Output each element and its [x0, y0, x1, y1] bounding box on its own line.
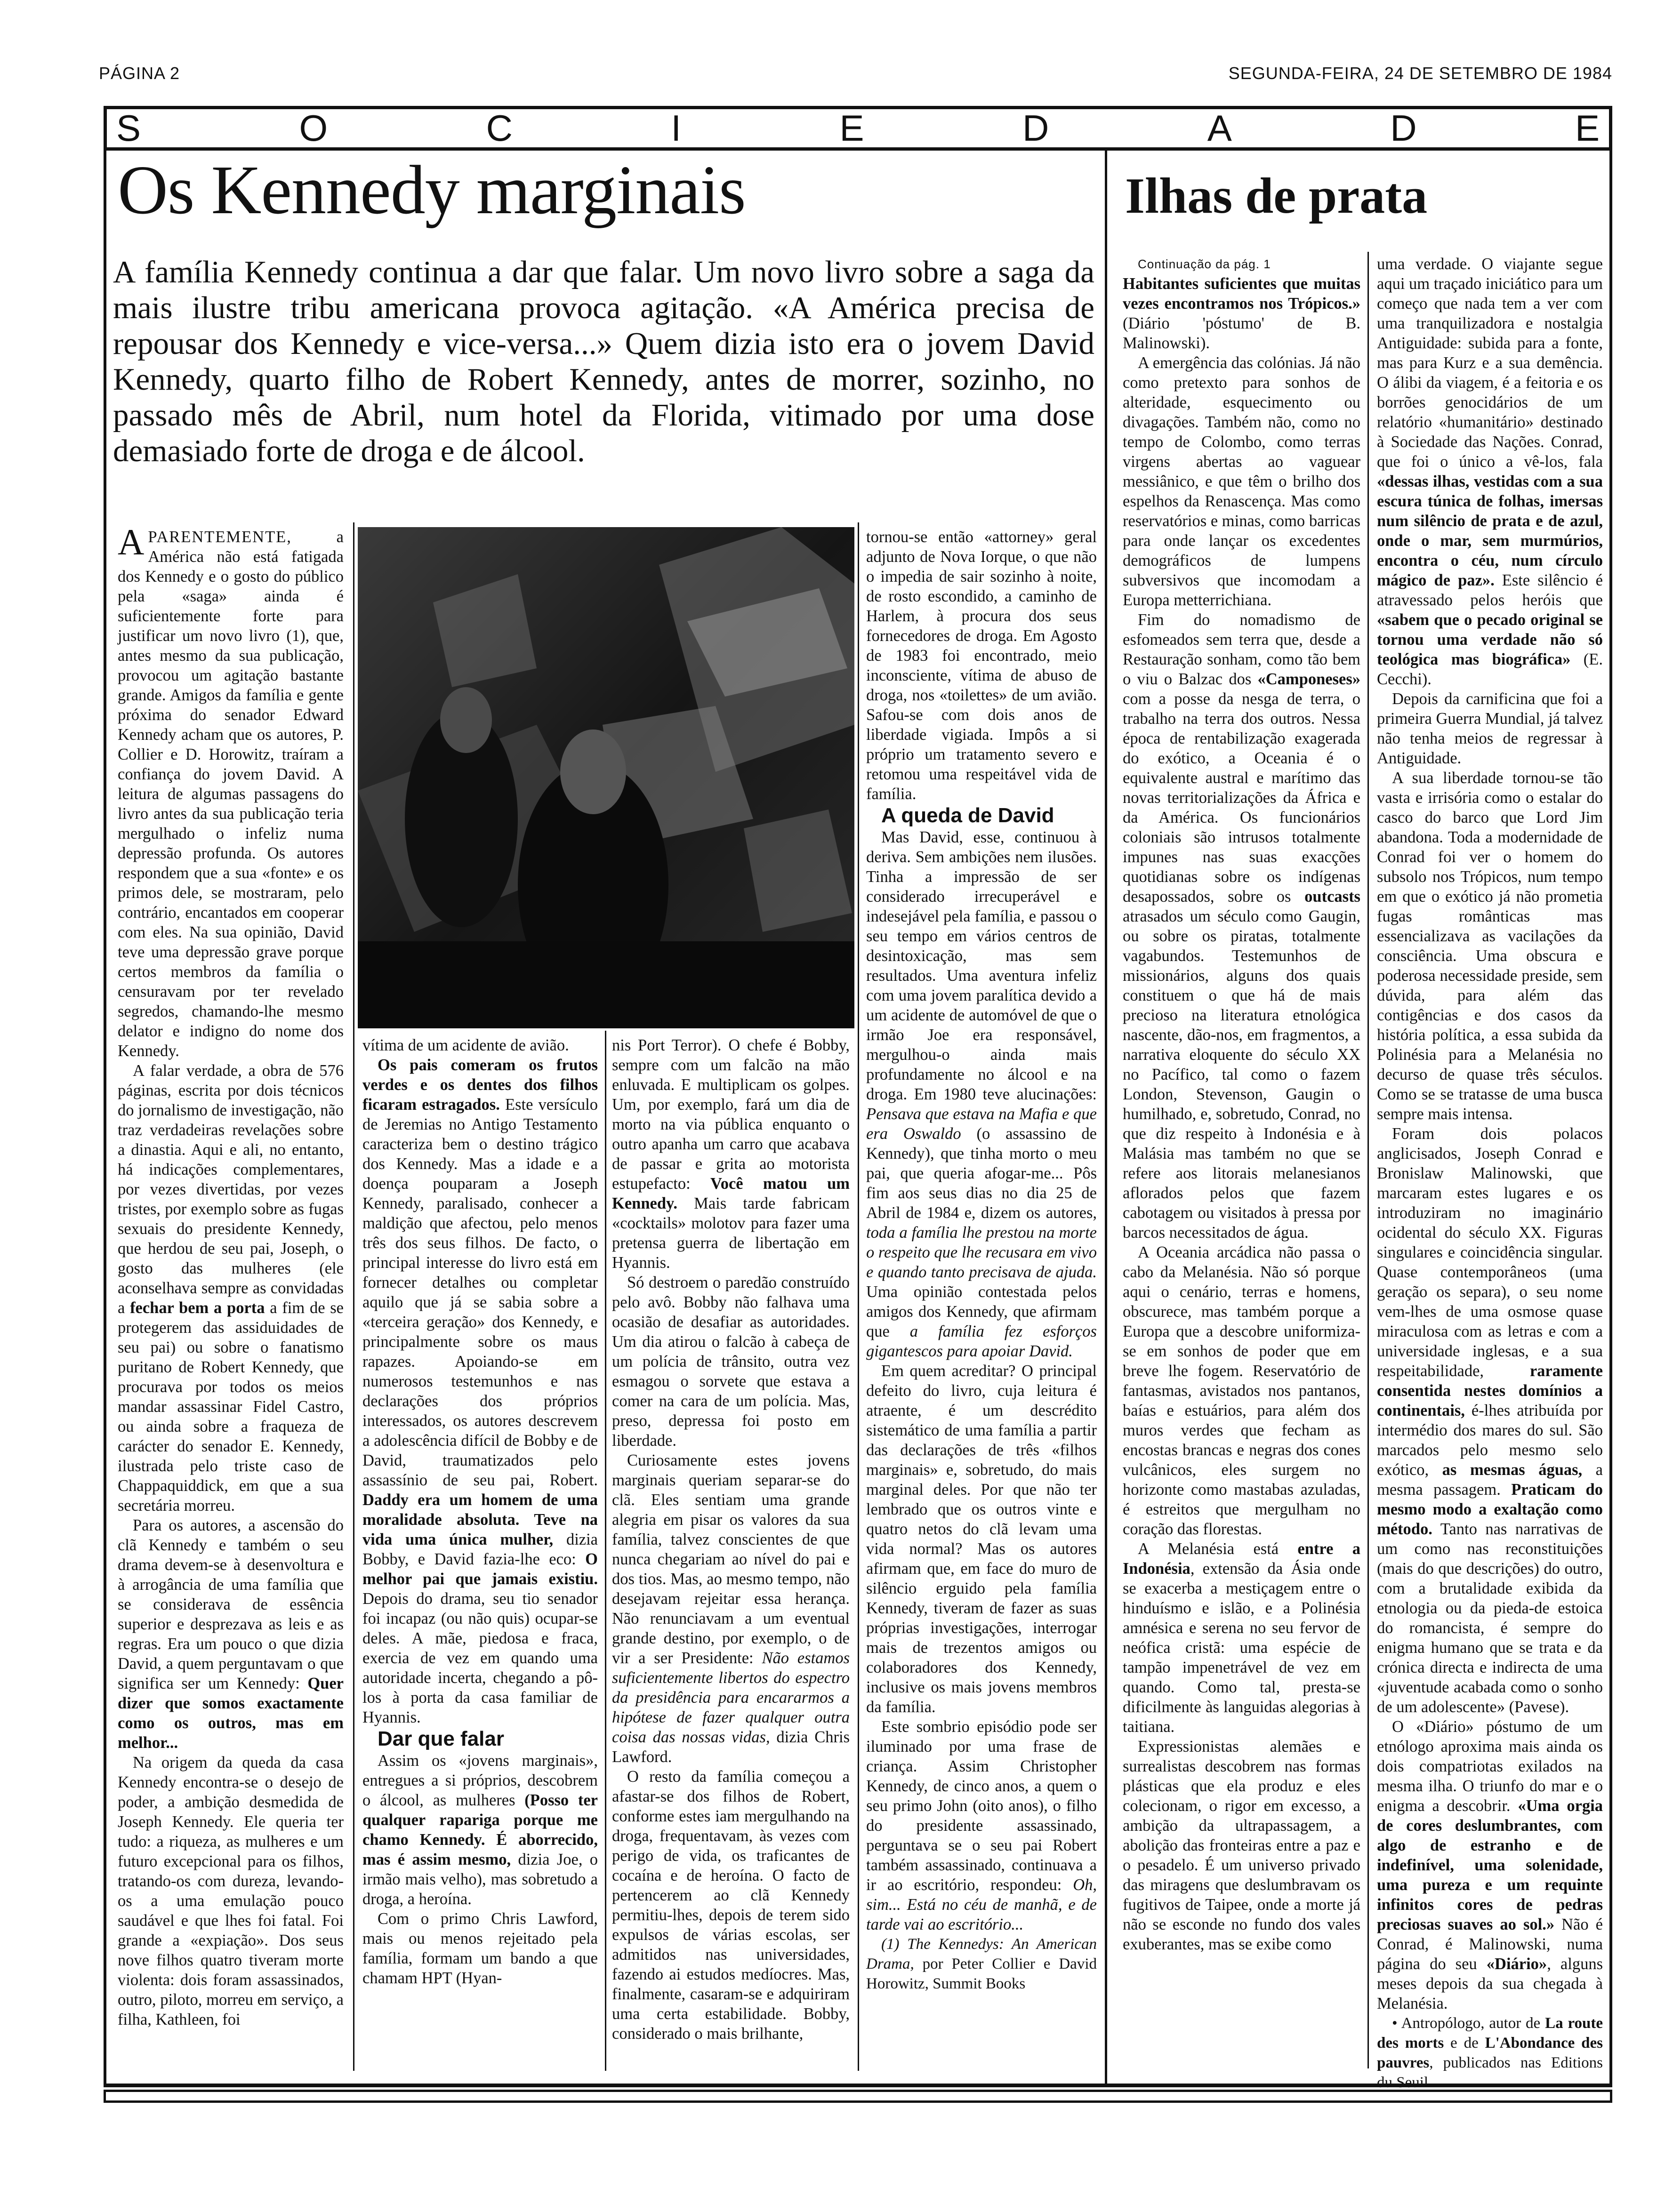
paragraph: Com o primo Chris Lawford, mais ou menos rejeitado pela família, formam um bando a que chamam HPT (Hyan-	[362, 1910, 598, 1987]
column-rule	[605, 1031, 606, 2071]
paragraph: A Oceania arcádica não passa o cabo da Melanésia. Não só porque aqui o cenário, terras e homens, obscurece, mas também porque a Europa que a descobre uniformiza-se em sonhos de poder que em breve lhe fogem. Reservatório de fantasmas, avistados nos pantanos, baías e estuários, para além dos muros verdes que fecham as encostas brancas e negras dos cones vulcânicos, eles surgem no horizonte como mastabas azuladas, é estreitos que mergulham no coração das florestas.	[1123, 1243, 1360, 1538]
continuation-label: Continuação da pág. 1	[1138, 257, 1271, 271]
paragraph: nis Port Terror). O chefe é Bobby, sempre com um falcão na mão enluvada. E multiplicam os golpes. Um, por exemplo, fará um dia de morto na via pública enquanto o outro apanha um carro que acabava de passar e grita ao motorista estupefacto: Você matou um Kennedy. Mais tarde fabricam «cocktails» molotov para fazer uma pretensa guerra de libertação em Hyannis.	[612, 1036, 850, 1272]
paragraph: Só destroem o paredão construído pelo avô. Bobby não falhava uma ocasião de desafiar as autoridades. Um dia atirou o falcão à cabeça de um polícia de trânsito, outra vez esmagou o sorvete que estava a comer na cara de um polícia. Mas, preso, depressa foi posto em liberdade.	[612, 1274, 850, 1450]
column-rule	[1367, 252, 1369, 2068]
page-label: PÁGINA 2	[99, 64, 180, 83]
paragraph: Depois da carnificina que foi a primeira Guerra Mundial, já talvez não tenha meios de regressar à Antiguidade.	[1377, 690, 1603, 767]
paragraph: Expressionistas alemães e surrealistas descobrem nas formas plásticas que ela produz e eles colecionam, o rigor em excesso, a ambição da ultrapassagem, a abolição das fronteiras entre a paz e o pesadelo. É um universo privado das miragens que deslumbravam os fugitivos de Taipee, onde a morte já não se esconde no fundo dos vales exuberantes, mas se exibe como	[1123, 1738, 1360, 1953]
paragraph: A sua liberdade tornou-se tão vasta e irrisória como o estalar do casco do barco que Lord Jim abandona. Toda a modernidade de Conrad foi ver o homem do subsolo nos Trópicos, num tempo em que o exótico já não prometia fugas românticas mas essencializava as vacilações da consciência. Uma obscura e poderosa necessidade preside, sem dúvida, para além das contigências e dos casos da história política, a essa subida da Polinésia para a Melanésia no decurso de quase três séculos. Como se se tratasse de uma busca sempre mais intensa.	[1377, 769, 1603, 1123]
paragraph: A Melanésia está entre a Indonésia, extensão da Ásia onde se exacerba a mestiçagem entre o hinduísmo e islão, e a Polinésia amnésica e serena no seu fervor de neófica cristã: uma espécie de tampão impenetrável de vez em quando. Como tal, presta-se dificilmente às languidas alegorias à taitiana.	[1123, 1540, 1360, 1736]
paragraph: Mas David, esse, continuou à deriva. Sem ambições nem ilusões. Tinha a impressão de ser considerado irrecuperável e indesejável pela família, e passou o seu tempo em vários centros de desintoxicação, mas sem resultados. Uma aventura infeliz com uma jovem paralítica devido a um acidente de automóvel de que o irmão Joe era responsável, mergulhou-o ainda mais profundamente no álcool e na droga. Em 1980 teve alucinações: Pensava que estava na Mafia e que era Oswaldo (o assassino de Kennedy), que tinha morto o meu pai, que queria afogar-me... Pôs fim aos seus dias no dia 25 de Abril de 1984 e, dizem os autores, toda a família lhe prestou na morte o respeito que lhe recusara em vivo e quando tanto precisava de ajuda. Uma opinião contestada pelos amigos dos Kennedy, que afirmam que a família fez esforços gigantescos para apoiar David.	[866, 828, 1097, 1360]
banner-letter: E	[1575, 107, 1600, 149]
banner-letter: A	[1207, 107, 1232, 149]
article-title: Os Kennedy marginais	[118, 152, 746, 229]
column-rule	[858, 522, 859, 2071]
paragraph: Fim do nomadismo de esfomeados sem terra que, desde a Restauração sonham, como tão bem o viu o Balzac dos «Camponeses» com a posse da nesga de terra, o trabalho na terra dos outros. Nessa época de rentabilização exagerada do exótico, a Oceania é o equivalente austral e marítimo das novas territorializações da África e da América. Os funcionários coloniais são intrusos totalmente impunes nas suas exacções quotidianas sobre os indígenas desapossados, sobre os outcasts atrasados um século como Gaugin, ou sobre os piratas, totalmente vagabundos. Testemunhos de missionários, alguns dos quais constituem o que há de mais precioso na literatura etnológica nascente, dão-nos, em fragmentos, a narrativa eloquente do século XX no Pacífico, tal como o fazem London, Stevenson, Gaugin o humilhado, e, sobretudo, Conrad, no que diz respeito à Indonésia e à Malásia mas também no que se refere aos litorais melanesianos aflorados pelos que fazem cabotagem ou visitados à pressa por barcos necessitados de água.	[1123, 611, 1360, 1242]
author-note: • Antropólogo, autor de La route des morts e de L'Abondance des pauvres, publicados nas Editions du Seuil	[1377, 2015, 1603, 2091]
sidebar-column-1	[1123, 254, 1360, 2071]
footnote: (1) The Kennedys: An American Drama, por Peter Collier e David Horowitz, Summit Books	[866, 1936, 1097, 1992]
paragraph: vítima de um acidente de avião.	[362, 1036, 569, 1054]
sidebar-title: Ilhas de prata	[1125, 168, 1428, 224]
paragraph: Curiosamente estes jovens marginais queriam separar-se do clã. Eles sentiam uma grande alegria em pisar os valores da sua família, talvez conscientes de que nunca chegariam ao nível do pai e dos tios. Mas, ao mesmo tempo, não desejavam rejeitar essa herança. Não renunciavam a um eventual grande destino, por exemplo, o de vir a ser Presidente: Não estamos suficientemente libertos do espectro da presidência para encararmos a hipótese de fazer qualquer outra coisa das nossas vidas, dizia Chris Lawford.	[612, 1451, 850, 1766]
kennedy-photo	[358, 527, 854, 1028]
banner-letter: O	[299, 107, 328, 149]
paragraph: A emergência das colónias. Já não como pretexto para sonhos de alteridade, esquecimento ou divagações. Também não, como no tempo de Colombo, como terras virgens abertas ao vaguear messiânico, e que têm o brilho dos espelhos da Renascença. Mas como reservatórios e minas, como barricas para onde lançar os excedentes demográficos de lumpens subversivos que incomodam a Europa metterrichiana.	[1123, 354, 1360, 609]
paragraph: uma verdade. O viajante segue aqui um traçado iniciático para um começo que nada tem a ver com uma tranquilizadora e nostalgia Antiguidade: subida para a fonte, mas para Kurz e a sua demência. O álibi da viagem, é a feitoria e os borrões genocidários de um relatório «humanitário» destinado à Sociedade das Nações. Conrad, que foi o único a vê-los, fala «dessas ilhas, vestidas com a sua escura túnica de folhas, imersas num silêncio de prata e de azul, onde o mar, sem murmúrios, encontra o céu, num círculo mágico de paz». Este silêncio é atravessado pelos heróis que «sabem que o pecado original se tornou uma verdade não só teológica mas biográfica» (E. Cecchi).	[1377, 255, 1603, 688]
banner-letter: D	[1390, 107, 1417, 149]
article-column-2	[362, 1035, 598, 2076]
article-column-3	[612, 1035, 850, 2076]
banner-letter: D	[1022, 107, 1049, 149]
article-column-4	[866, 527, 1097, 2076]
drop-cap: A	[118, 521, 145, 562]
paragraph: Em quem acreditar? O principal defeito do livro, cuja leitura é atraente, é um descrédito sistemático de uma família a partir das declarações de três «filhos marginais» e, sobretudo, do mais marginal deles. Por que não ter lembrado que os outros vinte e quatro netos do clã levam uma vida normal? Mas os autores afirmam que, em face do muro de silêncio erguido pela família Kennedy, tiveram de fazer as suas próprias investigações, interrogar mais de trezentos amigos ou colaboradores dos Kennedy, inclusive os mais jovens membros da família.	[866, 1362, 1097, 1716]
banner-letter: E	[839, 107, 864, 149]
paragraph: Para os autores, a ascensão do clã Kennedy e também o seu drama devem-se à desenvoltura e à arrogância de uma família que se considerava de essência superior e desprezava as leis e as regras. Era um pouco o que dizia David, a quem perguntavam o que significa ser um Kennedy: Quer dizer que somos exactamente como os outros, mas em melhor...	[118, 1516, 344, 1752]
photo-image	[358, 527, 854, 1028]
paragraph: Foram dois polacos anglicisados, Joseph Conrad e Bronislaw Malinowski, que marcaram estes lugares e os introduziram no imaginário ocidental do século XX. Figuras singulares e coincidência singular. Quase contemporâneos (uma geração os separa), o seu nome vem-lhes de uma osmose quase miraculosa com as letras e com a universidade inglesas, e a sua respeitabilidade, raramente consentida nestes domínios a continentais, é-lhes atribuída por intermédio dos mares do sul. São marcados pelo mesmo selo exótico, as mesmas águas, a mesma passagem. Praticam do mesmo modo a exaltação como método. Tanto nas narrativas de um como nas reconstituições (mais do que descrições) do outro, com a brutalidade exibida da etnologia ou da pieda-de estoica do romancista, é sempre do enigma humano que se trata e da crónica directa e indirecta de uma «juventude acabada como o sonho de um adolescente» (Pavese).	[1377, 1125, 1603, 1716]
paragraph: Os pais comeram os frutos verdes e os dentes dos filhos ficaram estragados. Este versículo de Jeremias no Antigo Testamento caracteriza bem o destino trágico dos Kennedy. Mas a idade e a doença pouparam a Joseph Kennedy, paralisado, conhecer a maldição que afectou, pelo menos três dos seus filhos. De facto, o principal interesse do livro está em fornecer detalhes ou completar aquilo que já se sabia sobre a «terceira geração» dos Kennedy, e principalmente sobre os maus rapazes. Apoiando-se em numerosos testemunhos e nas declarações dos próprios interessados, os autores descrevem a adolescência difícil de Bobby e de David, traumatizados pelo assassínio de seu pai, Robert. Daddy era um homem de uma moralidade absoluta. Teve na vida uma única mulher, dizia Bobby, e David fazia-lhe eco: O melhor pai que jamais existiu. Depois do drama, seu tio senador foi incapaz (ou não quis) ocupar-se deles. A mãe, piedosa e fraca, exercia de vez em quando uma autoridade incerta, chegando a pô-los à porta da casa familiar de Hyannis.	[362, 1056, 598, 1726]
article-lead: A família Kennedy continua a dar que falar. Um novo livro sobre a saga da mais ilustre tribu americana provoca agitação. «A América precisa de repousar dos Kennedy e vice-versa...» Quem dizia isto era o jovem David Kennedy, quarto filho de Robert Kennedy, antes de morrer, sozinho, no passado mês de Abril, num hotel da Florida, vitimado por uma dose demasiado forte de droga e de álcool.	[113, 255, 1094, 468]
paragraph: O resto da família começou a afastar-se dos filhos de Robert, conforme estes iam mergulhando na droga, frequentavam, às vezes com perigo de vida, os traficantes de cocaína e de heroína. O facto de pertencerem ao clã Kennedy permitiu-lhes, depois de terem sido expulsos de várias escolas, ser admitidos nas universidades, fazendo ai estudos medíocres. Mas, finalmente, casaram-se e adquiriram uma certa estabilidade. Bobby, considerado o mais brilhante,	[612, 1768, 850, 2043]
banner-letter: I	[671, 107, 682, 149]
column-rule	[353, 522, 354, 2071]
paragraph: Assim os «jovens marginais», entregues a si próprios, descobrem o álcool, as mulheres (Posso ter qualquer rapariga porque me chamo Kennedy. É aborrecido, mas é assim mesmo, dizia Joe, o irmão mais velho), mas sobretudo a droga, a heroína.	[362, 1752, 598, 1908]
paragraph: Habitantes suficientes que muitas vezes encontramos nos Trópicos.» (Diário 'póstumo' de B. Malinowski).	[1123, 275, 1360, 352]
banner-letter: S	[116, 107, 141, 149]
paragraph: Este sombrio episódio pode ser iluminado por uma frase de criança. Assim Christopher Kennedy, de cinco anos, a quem o seu primo John (oito anos), o filho do presidente assassinado, perguntava se o seu pai Robert também assassinado, continuava a ir ao escritório, respondeu: Oh, sim... Está no céu de manhã, e de tarde vai ao escritório...	[866, 1718, 1097, 1933]
page-date: SEGUNDA-FEIRA, 24 DE SETEMBRO DE 1984	[1228, 64, 1612, 83]
paragraph: A falar verdade, a obra de 576 páginas, escrita por dois técnicos do jornalismo de investigação, não traz verdadeiras revelações sobre a dinastia. Aqui e ali, no entanto, há indicações complementares, por vezes divertidas, por vezes tristes, por exemplo sobre as fugas sexuais do presidente Kennedy, que herdou de seu pai, Joseph, o gosto das mulheres (ele aconselhava sempre as convidadas a fechar bem a porta a fim de se protegerem das assiduidades de seu pai) ou sobre o fanatismo puritano de Robert Kennedy, que procurava por todos os meios mandar assassinar Fidel Castro, ou ainda sobre a fraqueza de carácter do senador E. Kennedy, ilustrada pelo triste caso de Chappaquiddick, em que a sua secretária morreu.	[118, 1062, 344, 1515]
subheading: A queda de David	[881, 804, 1054, 827]
paragraph: O «Diário» póstumo de um etnólogo aproxima mais ainda os dois compatriotas exilados na mesma ilha. O triunfo do mar e o enigma a descobrir. «Uma orgia de cores deslumbrantes, com algo de estranho e de indefinível, uma solenidade, uma pureza e um requinte infinitos cores de pedras preciosas suaves ao sol.» Não é Conrad, é Malinowski, numa página do seu «Diário», alguns meses depois da sua chegada à Melanésia.	[1377, 1718, 1603, 2012]
section-banner	[104, 106, 1612, 151]
banner-letter: C	[486, 107, 513, 149]
subheading: Dar que falar	[378, 1727, 504, 1750]
column-divider	[1105, 151, 1107, 2087]
sidebar-column-2	[1377, 254, 1603, 2091]
paragraph: tornou-se então «attorney» geral adjunto de Nova Iorque, o que não o impedia de sair sozinho à noite, de rosto escondido, a caminho de Harlem, à procura dos seus fornecedores de droga. Em Agosto de 1983 foi encontrado, meio inconsciente, vítima de abuso de droga, nos «toilettes» de um avião. Safou-se com dois anos de liberdade vigiada. Impôs a si próprio um tratamento severo e retomou uma respeitável vida de família.	[866, 528, 1097, 803]
paragraph: Na origem da queda da casa Kennedy encontra-se o desejo de poder, a ambição desmedida de Joseph Kennedy. Ele queria ter tudo: a riqueza, as mulheres e um futuro excepcional para os filhos, tratando-os com dureza, levando-os a uma emulação pouco saudável e que lhes foi fatal. Foi grande a «expiação». Dos seus nove filhos quatro tiveram morte violenta: dois foram assassinados, outro, piloto, morreu em serviço, a filha, Kathleen, foi	[118, 1754, 344, 2028]
article-column-1: APARENTEMENTE, a América não está fatigada dos Kennedy e o gosto do público pela «saga» ainda é suficientemente forte para justificar um novo livro (1), que, antes mesmo da sua publicação, provocou um agitação bastante grande. Amigos da família e gente próxima do senador Edward Kennedy acham que os autores, P. Collier e D. Horowitz, traíram a confiança do jovem David. A leitura de algumas passagens do livro antes da sua publicação teria mergulhado o infeliz numa depressão profunda. Os autores respondem que a sua «fonte» e os primos dele, se mostraram, pelo contrário, encantados em cooperar com eles. Na sua opinião, David teve uma depressão grave porque certos membros da família o censuravam por ter revelado segredos, chamando-lhe mesmo delator e indigno do nome dos Kennedy. A falar verdade, a obra de 576 páginas, escrita por dois técnicos do jornalismo de investigação, não traz verdadeiras revelações sobre a dinastia. Aqui e ali, no entanto, há indicações complementares, por vezes divertidas, por vezes tristes, por exemplo sobre as fugas sexuais do presidente Kennedy, que herdou de seu pai, Joseph, o gosto das mulheres (ele aconselhava sempre as convidadas a fechar bem a porta a fim de se protegerem das assiduidades de seu pai) ou sobre o fanatismo puritano de Robert Kennedy, que procurava por todos os meios mandar assassinar Fidel Castro, ou ainda sobre a fraqueza de carácter do senador E. Kennedy, ilustrada pelo triste caso de Chappaquiddick, em que a sua secretária morreu. Para os autores, a ascensão do clã Kennedy e também o seu drama devem-se à desenvoltura e à arrogância de uma família que se considerava de essência superior e desprezava as leis e as regras. Era um pouco o que dizia David, a quem perguntavam o que significa ser um Kennedy: Quer dizer que somos exactamente como os outros, mas em melhor... Na origem da queda da casa Kennedy encontra-se o desejo de poder, a ambição desmedida de Joseph Kennedy. Ele queria ter tudo: a riqueza, as mulheres e um futuro excepcional para os filhos, tratando-os com dureza, levando-os a uma emulação pouco saudável e que lhes foi fatal. Foi grande a «expiação». Dos seus nove filhos quatro tiveram morte violenta: dois foram assassinados, outro, piloto, morreu em serviço, a filha, Kathleen, foi	[118, 521, 344, 2028]
